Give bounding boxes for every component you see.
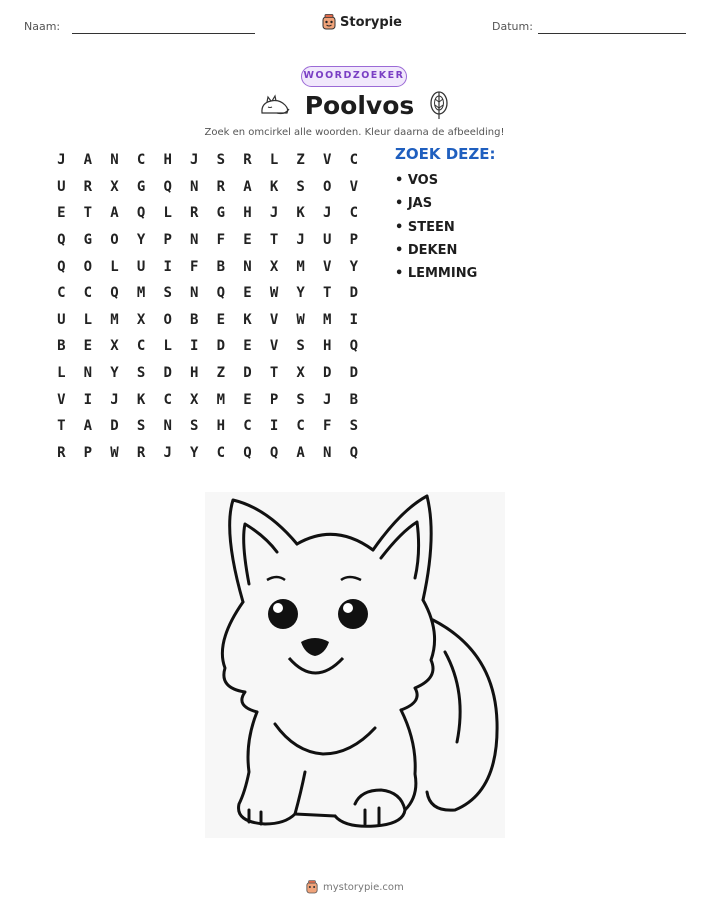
grid-letter[interactable]: H (323, 338, 332, 355)
grid-letter[interactable]: R (136, 444, 146, 461)
grid-letter[interactable]: B (349, 391, 359, 408)
grid-letter[interactable]: I (190, 338, 199, 355)
brand-logo (322, 14, 402, 30)
grid-letter[interactable]: T (269, 365, 279, 382)
name-label: Naam: (24, 20, 61, 33)
grid-letter[interactable]: E (57, 205, 66, 222)
grid-letter[interactable]: B (57, 338, 66, 355)
grid-letter[interactable]: W (269, 285, 279, 302)
grid-letter[interactable]: M (296, 258, 305, 275)
page-title: Poolvos (304, 90, 415, 120)
grid-letter[interactable]: T (83, 205, 93, 222)
fox-coloring-picture (205, 492, 505, 838)
feather-icon (428, 90, 450, 120)
sleeping-fox-icon (259, 93, 291, 117)
brand-name: Storypie (340, 14, 402, 30)
grid-letter[interactable]: B (216, 258, 226, 275)
footer-url: mystorypie.com (323, 881, 404, 893)
word-list-item: • VOS (395, 173, 439, 188)
grid-letter[interactable]: L (57, 365, 66, 382)
grid-letter[interactable]: V (349, 178, 359, 195)
grid-letter[interactable]: Q (110, 285, 119, 302)
grid-letter[interactable]: X (190, 391, 199, 408)
grid-letter[interactable]: E (243, 338, 252, 355)
grid-letter[interactable]: S (136, 365, 146, 382)
grid-letter[interactable]: J (296, 232, 305, 249)
grid-letter[interactable]: M (323, 311, 332, 328)
grid-letter[interactable]: J (323, 391, 332, 408)
grid-letter[interactable]: J (163, 444, 172, 461)
grid-letter[interactable]: S (296, 391, 305, 408)
title-row (0, 90, 709, 120)
grid-letter[interactable]: D (349, 365, 359, 382)
grid-letter[interactable]: C (216, 444, 226, 461)
grid-letter[interactable]: C (349, 152, 359, 169)
grid-letter[interactable]: R (243, 152, 252, 169)
grid-letter[interactable]: A (110, 205, 119, 222)
grid-letter[interactable]: H (190, 365, 199, 382)
grid-letter[interactable]: P (83, 444, 93, 461)
grid-letter[interactable]: X (136, 311, 146, 328)
grid-letter[interactable]: V (269, 311, 279, 328)
grid-letter[interactable]: Q (57, 258, 66, 275)
arctic-fox-drawing (205, 492, 505, 838)
grid-letter[interactable]: D (349, 285, 359, 302)
grid-letter[interactable]: E (83, 338, 93, 355)
date-label: Datum: (492, 20, 533, 33)
grid-letter[interactable]: N (190, 178, 199, 195)
grid-letter[interactable]: U (136, 258, 146, 275)
grid-letter[interactable]: Y (190, 444, 199, 461)
grid-letter[interactable]: F (323, 418, 332, 435)
grid-letter[interactable]: E (243, 391, 252, 408)
grid-letter[interactable]: P (163, 232, 172, 249)
grid-letter[interactable]: D (323, 365, 332, 382)
grid-letter[interactable]: T (57, 418, 66, 435)
grid-letter[interactable]: G (83, 232, 93, 249)
grid-letter[interactable]: J (190, 152, 199, 169)
grid-letter[interactable]: U (57, 178, 66, 195)
grid-letter[interactable]: R (216, 178, 226, 195)
grid-letter[interactable]: A (83, 152, 93, 169)
grid-letter[interactable]: Y (136, 232, 146, 249)
grid-letter[interactable]: C (243, 418, 252, 435)
grid-letter[interactable]: I (349, 311, 359, 328)
word-list-title: ZOEK DEZE: (395, 145, 496, 163)
grid-letter[interactable]: X (296, 365, 305, 382)
grid-letter[interactable]: L (163, 338, 172, 355)
grid-letter[interactable]: T (269, 232, 279, 249)
grid-letter[interactable]: S (216, 152, 226, 169)
grid-letter[interactable]: R (190, 205, 199, 222)
grid-letter[interactable]: C (57, 285, 66, 302)
grid-letter[interactable]: G (136, 178, 146, 195)
grid-letter[interactable]: A (243, 178, 252, 195)
grid-letter[interactable]: N (163, 418, 172, 435)
grid-letter[interactable]: S (349, 418, 359, 435)
grid-letter[interactable]: D (163, 365, 172, 382)
grid-letter[interactable]: R (83, 178, 93, 195)
date-line (538, 33, 686, 34)
grid-letter[interactable]: M (136, 285, 146, 302)
grid-letter[interactable]: O (323, 178, 332, 195)
grid-letter[interactable]: V (323, 152, 332, 169)
grid-letter[interactable]: N (323, 444, 332, 461)
grid-letter[interactable]: V (269, 338, 279, 355)
grid-letter[interactable]: C (163, 391, 172, 408)
worksheet-type-badge: WOORDZOEKER (301, 66, 407, 87)
name-line (72, 33, 255, 34)
grid-letter[interactable]: Y (110, 365, 119, 382)
word-list (395, 172, 477, 288)
grid-letter[interactable]: C (296, 418, 305, 435)
grid-letter[interactable]: F (216, 232, 226, 249)
storypie-mascot-icon (322, 14, 336, 30)
grid-letter[interactable]: H (216, 418, 226, 435)
grid-letter[interactable]: D (216, 338, 226, 355)
grid-letter[interactable]: Q (269, 444, 279, 461)
grid-letter[interactable]: P (269, 391, 279, 408)
grid-letter[interactable]: K (243, 311, 252, 328)
grid-letter[interactable]: L (163, 205, 172, 222)
grid-letter[interactable]: N (243, 258, 252, 275)
grid-letter[interactable]: R (57, 444, 66, 461)
storypie-mascot-icon (306, 880, 318, 894)
grid-letter[interactable]: O (83, 258, 93, 275)
instructions: Zoek en omcirkel alle woorden. Kleur daarna de afbeelding! (204, 127, 505, 138)
grid-letter[interactable]: N (110, 152, 119, 169)
grid-letter[interactable]: F (190, 258, 199, 275)
grid-letter[interactable]: N (190, 232, 199, 249)
grid-letter[interactable]: E (243, 232, 252, 249)
grid-letter[interactable]: I (83, 391, 93, 408)
grid-letter[interactable]: Q (163, 178, 172, 195)
grid-letter[interactable]: C (349, 205, 359, 222)
grid-letter[interactable]: L (269, 152, 279, 169)
grid-letter[interactable]: S (296, 338, 305, 355)
grid-letter[interactable]: Q (136, 205, 146, 222)
grid-letter[interactable]: J (57, 152, 66, 169)
grid-letter[interactable]: I (163, 258, 172, 275)
grid-letter[interactable]: U (323, 232, 332, 249)
grid-letter[interactable]: S (136, 418, 146, 435)
word-search-grid (48, 147, 367, 466)
grid-letter[interactable]: G (216, 205, 226, 222)
grid-letter[interactable]: J (110, 391, 119, 408)
grid-letter[interactable]: H (243, 205, 252, 222)
grid-letter[interactable]: A (296, 444, 305, 461)
grid-letter[interactable]: O (110, 232, 119, 249)
grid-letter[interactable]: Q (243, 444, 252, 461)
grid-letter[interactable]: M (110, 311, 119, 328)
grid-letter[interactable]: Y (296, 285, 305, 302)
grid-letter[interactable]: Q (216, 285, 226, 302)
grid-letter[interactable]: H (163, 152, 172, 169)
grid-letter[interactable]: V (323, 258, 332, 275)
grid-letter[interactable]: S (190, 418, 199, 435)
grid-letter[interactable]: O (163, 311, 172, 328)
grid-letter[interactable]: L (83, 311, 93, 328)
footer (306, 880, 404, 894)
word-list-item: • STEEN (395, 219, 455, 235)
grid-letter[interactable]: A (83, 418, 93, 435)
grid-letter[interactable]: Q (57, 232, 66, 249)
grid-letter[interactable]: S (296, 178, 305, 195)
grid-letter[interactable]: C (136, 152, 146, 169)
grid-letter[interactable]: L (110, 258, 119, 275)
grid-letter[interactable]: J (269, 205, 279, 222)
grid-letter[interactable]: I (269, 418, 279, 435)
word-list-item: • DEKEN (395, 242, 458, 258)
grid-letter[interactable]: K (269, 178, 279, 195)
grid-letter[interactable]: X (110, 338, 119, 355)
grid-letter[interactable]: J (323, 205, 332, 222)
grid-letter[interactable]: W (296, 311, 305, 328)
grid-letter[interactable]: E (216, 311, 226, 328)
grid-letter[interactable]: P (349, 232, 359, 249)
grid-letter[interactable]: D (110, 418, 119, 435)
grid-letter[interactable]: S (163, 285, 172, 302)
grid-letter[interactable]: Z (216, 365, 226, 382)
grid-letter[interactable]: N (83, 365, 93, 382)
grid-letter[interactable]: C (136, 338, 146, 355)
grid-letter[interactable]: X (269, 258, 279, 275)
grid-letter[interactable]: K (296, 205, 305, 222)
grid-letter[interactable]: B (190, 311, 199, 328)
grid-letter[interactable]: V (57, 391, 66, 408)
word-list-item: • LEMMING (395, 266, 478, 282)
grid-letter[interactable]: M (216, 391, 226, 408)
grid-letter[interactable]: Y (349, 258, 359, 275)
grid-letter[interactable]: T (323, 285, 332, 302)
grid-letter[interactable]: Q (349, 444, 359, 461)
grid-letter[interactable]: U (57, 311, 66, 328)
grid-letter[interactable]: Z (296, 152, 305, 169)
grid-letter[interactable]: C (83, 285, 93, 302)
grid-letter[interactable]: N (190, 285, 199, 302)
word-list-item: • JAS (395, 196, 433, 212)
grid-letter[interactable]: K (136, 391, 146, 408)
grid-letter[interactable]: E (243, 285, 252, 302)
grid-letter[interactable]: D (243, 365, 252, 382)
grid-letter[interactable]: Q (349, 338, 359, 355)
grid-letter[interactable]: W (110, 444, 119, 461)
grid-letter[interactable]: X (110, 178, 119, 195)
